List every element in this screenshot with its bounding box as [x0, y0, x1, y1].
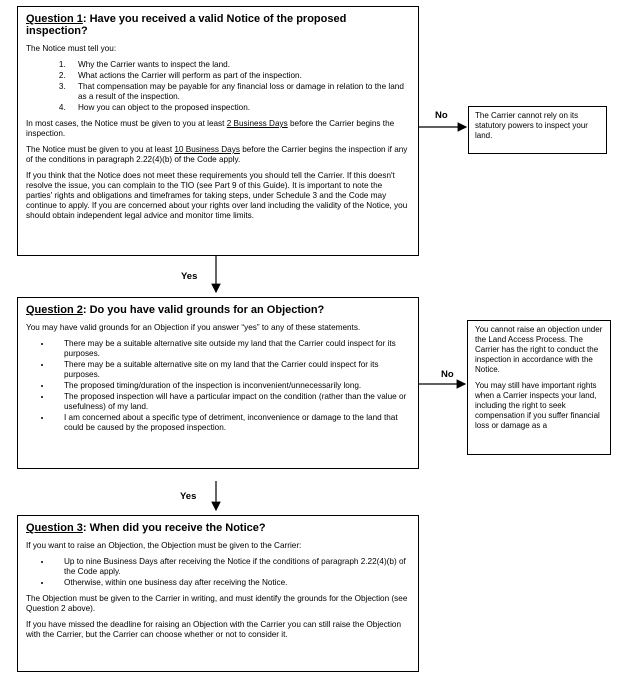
yes-label-2: Yes	[180, 491, 197, 502]
question-3-list	[26, 557, 410, 588]
question-2-intro: You may have valid grounds for an Objection if you answer “yes” to any of these statements.	[26, 323, 361, 332]
question-3-paragraph-2: If you have missed the deadline for raising an Objection with the Carrier you can still raise the Objection with the Carrier, but the Carrier can choose whether or not to consider it.	[26, 620, 401, 639]
list-item: 3. That compensation may be payable for any financial loss or damage in relation to the land as a result of the inspection.	[68, 82, 410, 102]
list-item: • The proposed timing/duration of the inspection is inconvenient/unnecessarily long.	[52, 381, 410, 391]
list-item: 4. How you can object to the proposed inspection.	[68, 103, 410, 113]
question-1-box	[17, 6, 419, 256]
yes-label-1: Yes	[181, 271, 198, 282]
list-item: • Up to nine Business Days after receiving the Notice if the conditions of paragraph 2.22(4)(b) of the Code apply.	[52, 557, 410, 577]
q1-no-outcome-text: The Carrier cannot rely on its statutory powers to inspect your land.	[475, 111, 588, 140]
question-1-list	[26, 60, 410, 113]
question-1-paragraph-3: If you think that the Notice does not meet these requirements you should tell the Carrier. If this doesn't resolve the issue, you can complain to the TIO (see Part 9 of this Guide). It is important to note the parties' rights and obligations and timeframes for taking steps, under Schedule 3 and the Code may continue to apply. If you are concerned about your rights over land including the validity of the Notice, you should obtain independent legal advice and monitor time limits.	[26, 171, 408, 220]
question-2-list	[26, 339, 410, 433]
list-item: • Otherwise, within one business day after receiving the Notice.	[52, 578, 410, 588]
question-2-box	[17, 297, 419, 469]
q2-no-outcome-box	[467, 320, 611, 455]
question-1-title: Question 1: Have you received a valid Notice of the proposed inspection?	[26, 13, 347, 37]
list-item: • There may be a suitable alternative site outside my land that the Carrier could inspect for its purposes.	[52, 339, 410, 359]
q2-no-outcome-text-1: You cannot raise an objection under the Land Access Process. The Carrier has the right to conduct the inspection in accordance with the Notice.	[475, 325, 603, 374]
list-item: • There may be a suitable alternative site on my land that the Carrier could inspect for its purposes.	[52, 360, 410, 380]
q1-no-outcome-box	[468, 106, 607, 154]
list-item: 1. Why the Carrier wants to inspect the land.	[68, 60, 410, 70]
question-3-box	[17, 515, 419, 672]
question-1-paragraph-1: In most cases, the Notice must be given to you at least 2 Business Days before the Carrier begins the inspection.	[26, 119, 395, 138]
list-item: 2. What actions the Carrier will perform as part of the inspection.	[68, 71, 410, 81]
q1-no-label: No	[435, 110, 448, 121]
question-3-paragraph-1: The Objection must be given to the Carrier in writing, and must identify the grounds for the Objection (see Question 2 above).	[26, 594, 408, 613]
q2-no-outcome-text-2: You may still have important rights when a Carrier inspects your land, including the right to seek compensation if you suffer financial loss or damage as a	[475, 381, 600, 430]
question-1-intro: The Notice must tell you:	[26, 44, 117, 53]
list-item: • The proposed inspection will have a particular impact on the condition (rather than the value or usefulness) of my land.	[52, 392, 410, 412]
question-3-intro: If you want to raise an Objection, the Objection must be given to the Carrier:	[26, 541, 302, 550]
question-1-paragraph-2: The Notice must be given to you at least 10 Business Days before the Carrier begins the inspection if any of the conditions in paragraph 2.22(4)(b) of the Code apply.	[26, 145, 408, 164]
q2-no-label: No	[441, 369, 454, 380]
list-item: • I am concerned about a specific type of detriment, inconvenience or damage to the land that could be caused by the proposed inspection.	[52, 413, 410, 433]
question-3-title: Question 3: When did you receive the Notice?	[26, 522, 266, 534]
question-2-title: Question 2: Do you have valid grounds for an Objection?	[26, 304, 325, 316]
